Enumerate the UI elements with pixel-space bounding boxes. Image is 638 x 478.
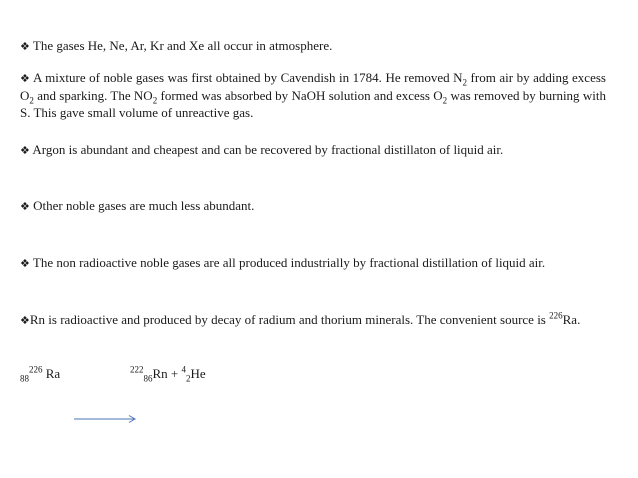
bullet-text: from air by adding excess O bbox=[20, 70, 606, 103]
diamond-bullet-icon: ❖ bbox=[20, 314, 30, 327]
bullet-text: Rn is radioactive and produced by decay of radium and thorium minerals. The convenient source is bbox=[29, 312, 550, 327]
diamond-bullet-icon: ❖ bbox=[20, 72, 31, 85]
atomic-number: 88 bbox=[20, 373, 29, 384]
equation-products bbox=[130, 365, 206, 382]
bullet-text: A mixture of noble gases was first obtained by Cavendish in 1784. He removed N bbox=[32, 70, 463, 85]
bullet-text: The gases He, Ne, Ar, Kr and Xe all occur in atmosphere. bbox=[32, 38, 333, 53]
bullet-occurrence bbox=[20, 37, 606, 55]
diamond-bullet-icon: ❖ bbox=[20, 144, 30, 157]
superscript: 226 bbox=[549, 310, 563, 321]
atomic-number: 2 bbox=[186, 373, 191, 384]
bullet-industrial bbox=[20, 254, 606, 272]
bullet-text: formed was absorbed by NaOH solution and excess O bbox=[157, 88, 443, 103]
mass-number: 226 bbox=[29, 364, 43, 375]
mass-number: 4 bbox=[181, 364, 187, 375]
bullet-argon bbox=[20, 141, 606, 159]
bullet-cavendish bbox=[20, 69, 606, 121]
equation-reactant bbox=[20, 365, 60, 382]
bullet-text: Argon is abundant and cheapest and can be recovered by fractional distillaton of liquid air. bbox=[32, 142, 504, 157]
diamond-bullet-icon: ❖ bbox=[20, 200, 30, 213]
mass-number: 222 bbox=[130, 364, 144, 375]
plus-sign: + bbox=[167, 366, 182, 381]
subscript: 2 bbox=[462, 77, 468, 88]
diamond-bullet-icon: ❖ bbox=[20, 40, 30, 53]
bullet-text: was removed by burning with S. This gave small volume of unreactive gas. bbox=[20, 88, 606, 120]
atomic-number: 86 bbox=[143, 373, 153, 384]
diamond-bullet-icon: ❖ bbox=[20, 257, 30, 270]
reaction-arrow-icon bbox=[74, 414, 136, 424]
subscript: 2 bbox=[152, 95, 158, 106]
bullet-text: Other noble gases are much less abundant. bbox=[33, 198, 255, 213]
bullet-other-gases bbox=[20, 197, 606, 215]
element-symbol: He bbox=[190, 366, 206, 381]
bullet-text: and sparking. The NO bbox=[33, 88, 153, 103]
subscript: 2 bbox=[442, 95, 448, 106]
element-symbol: Rn bbox=[152, 366, 168, 381]
element-symbol: Ra bbox=[42, 366, 61, 381]
bullet-text: Ra. bbox=[562, 312, 581, 327]
subscript: 2 bbox=[29, 95, 34, 106]
bullet-text: The non radioactive noble gases are all produced industrially by fractional distillation of liquid air. bbox=[32, 255, 546, 270]
bullet-radon bbox=[20, 311, 606, 329]
